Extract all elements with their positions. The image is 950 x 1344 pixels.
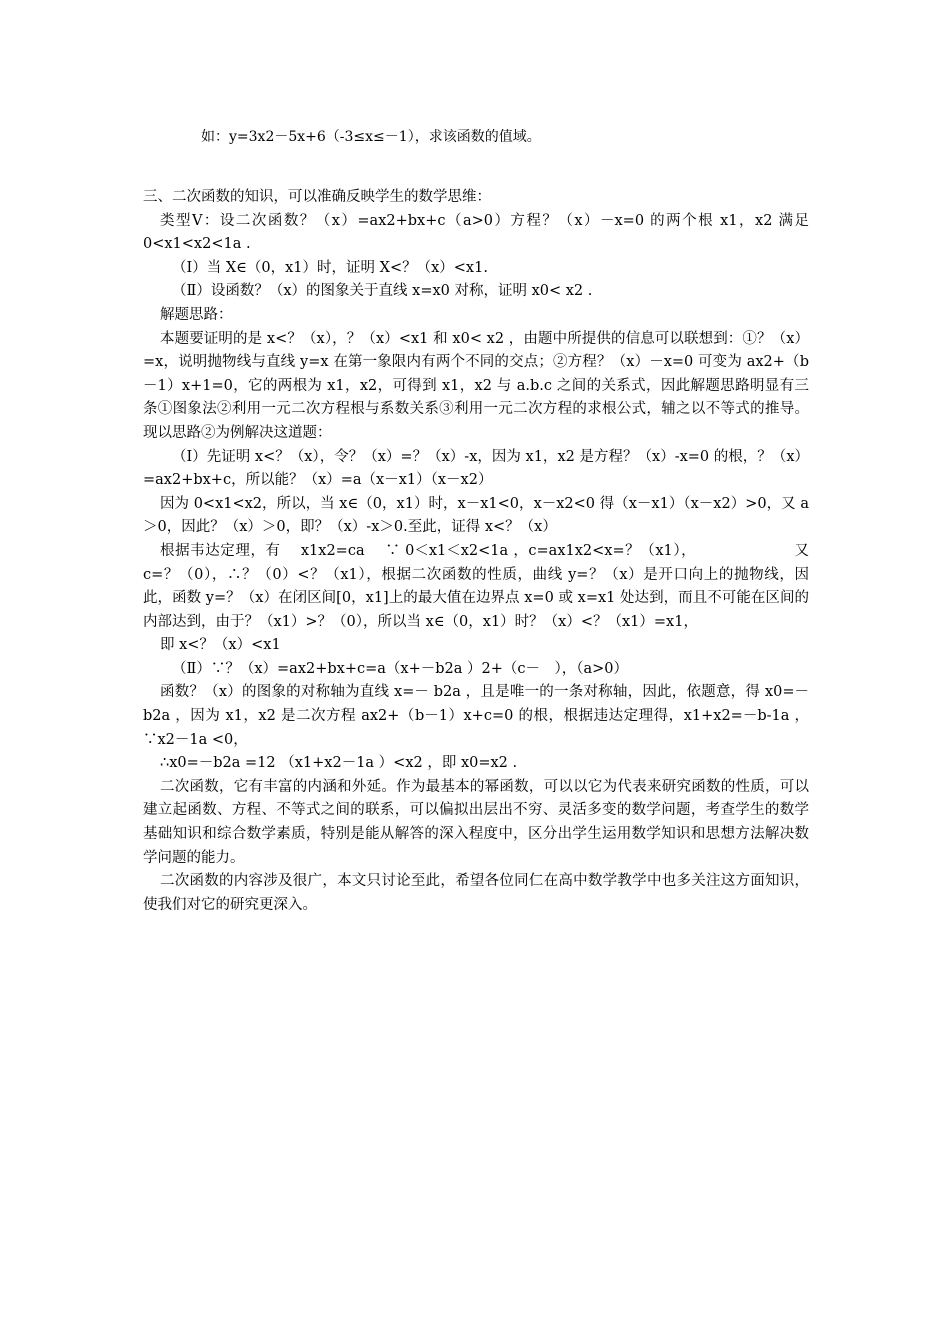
- example-line: 如：y=3x2－5x+6（-3≤x≤－1），求该函数的值域。: [201, 129, 541, 145]
- closing-paragraph: 二次函数的内容涉及很广，本文只讨论至此，希望各位同仁在高中数学教学中也多关注这方面知识，使我们对它的研究更深入。: [143, 873, 809, 913]
- problem-statement: 类型Ⅴ：设二次函数？（x）=ax2+bx+c（a>0）方程？（x）－x=0 的两个根 x1，x2 满足 0<x1<x2<1a .: [143, 212, 809, 253]
- proof-part-2-intro: （Ⅱ）∵？（x）=ax2+bx+c=a（x+－b2a ）2+（c－ ），（a>0）: [172, 660, 629, 677]
- solution-overview: 本题要证明的是 x<？（x），？（x）<x1 和 x0< x2 ，由题中所提供的信息可以联想到：①？（x）=x，说明抛物线与直线 y=x 在第一象限内有两个不同的交点；②方程？（x）－x=0 可变为 ax2+（b－1）x+1=0，它的两根为 x1，x2，可得到 x1，x2 与 a.b.c 之间的关系式，因此解题思路明显有三条①图象法②利用一元二次方程根与系数关系③利用一元二次方程的求根公式，辅之以不等式的推导。现以思路②为例解决这道题：: [143, 330, 809, 441]
- problem-part-2: （Ⅱ）设函数？（x）的图象关于直线 x=x0 对称，证明 x0< x2 .: [172, 283, 593, 300]
- proof-part-1-step: 因为 0<x1<x2，所以，当 x∈（0，x1）时，x－x1<0，x－x2<0 得（x－x1）（x－x2）>0，又 a＞0，因此？（x）＞0，即？（x）-x＞0.至此，证得 x<？（x）: [143, 495, 809, 536]
- proof-part-2-conclusion: ∴x0=－b2a =12 （x1+x2－1a ）<x2 ，即 x0=x2 .: [160, 755, 518, 772]
- summary-paragraph: 二次函数，它有丰富的内涵和外延。作为最基本的幂函数，可以以它为代表来研究函数的性质，可以建立起函数、方程、不等式之间的联系，可以偏拟出层出不穷、灵活多变的数学问题，考查学生的数学基础知识和综合数学素质，特别是能从解答的深入程度中，区分出学生运用数学知识和思想方法解决数学问题的能力。: [143, 778, 809, 866]
- document-body: [143, 186, 809, 917]
- proof-part-1-intro: （Ⅰ）先证明 x<？（x），令？（x）=？（x）-x，因为 x1，x2 是方程？（x）-x=0 的根，？（x）=ax2+bx+c，所以能？（x）=a（x－x1）（x－x2）: [143, 448, 809, 489]
- proof-part-1-vieta: 根据韦达定理，有 x1x2=ca ∵ 0＜x1＜x2<1a ，c=ax1x2<x=？（x1）， 又 c=？（0），∴？（0）<？（x1），根据二次函数的性质，曲线 y=？（x）是开口向上的抛物线，因此，函数 y=？（x）在闭区间[0，x1]上的最大值在边界点 x=0 或 x=x1 处达到，而且不可能在区间的内部达到，由于？（x1）>？（0），所以当 x∈（0，x1）时？（x）<？（x1）=x1，: [143, 542, 809, 630]
- solution-heading: 解题思路：: [160, 306, 233, 323]
- problem-part-1: （Ⅰ）当 X∈（0，x1）时，证明 X<？（x）<x1.: [172, 259, 488, 276]
- proof-part-1-conclusion: 即 x<？（x）<x1: [160, 637, 281, 654]
- proof-part-2-axis: 函数？（x）的图象的对称轴为直线 x=－ b2a ，且是唯一的一条对称轴，因此，依题意，得 x0=－b2a ，因为 x1，x2 是二次方程 ax2+（b－1）x+c=0 的根，根据违达定理得，x1+x2=－b-1a ，∵x2－1a <0，: [143, 684, 809, 748]
- section-heading: 三、二次函数的知识，可以准确反映学生的数学思维：: [143, 189, 491, 205]
